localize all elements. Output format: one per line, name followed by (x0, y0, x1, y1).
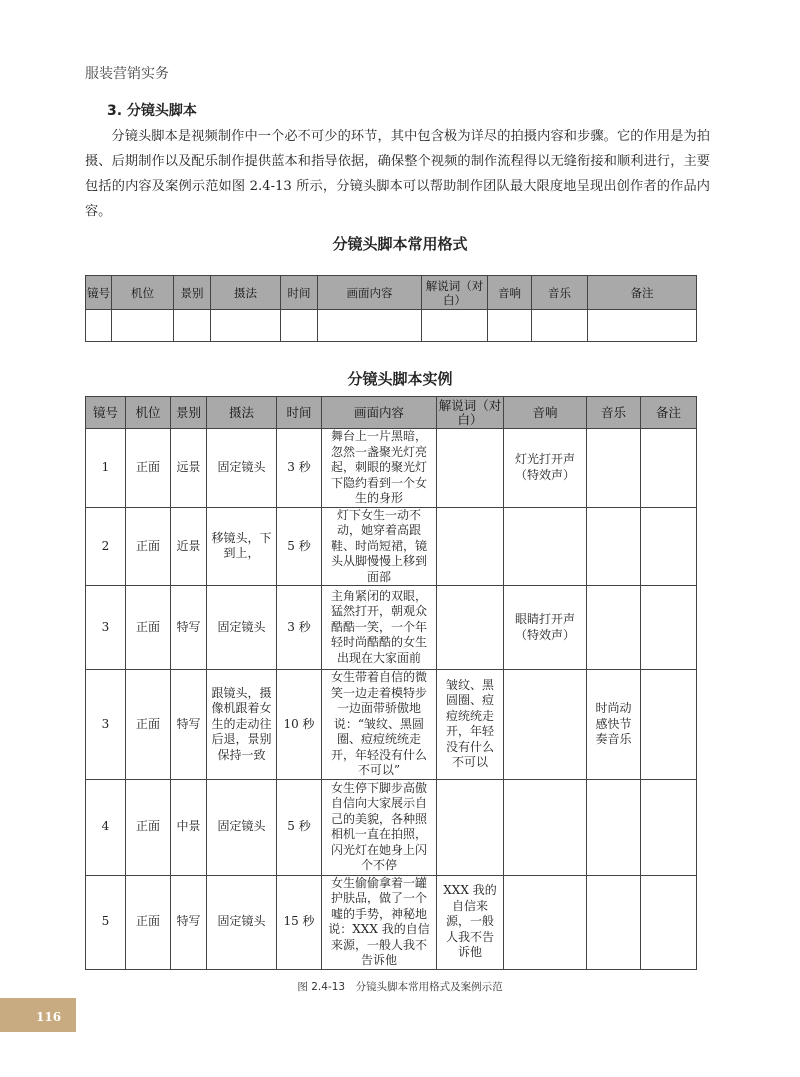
cell-time: 10 秒 (277, 670, 322, 780)
table-row (86, 507, 697, 586)
cell-notes (641, 429, 697, 508)
cell-description: 主角紧闭的双眼，猛然打开，朝观众酷酷一笑，一个年轻时尚酷酷的女生出现在大家面前 (322, 586, 437, 670)
empty-cell (86, 310, 112, 342)
header-cell: 音乐 (587, 397, 641, 429)
cell-sound (504, 875, 587, 969)
table-row (86, 586, 697, 670)
cell-camera: 正面 (126, 670, 171, 780)
table-row (86, 670, 697, 780)
table-row (86, 429, 697, 508)
cell-camera: 正面 (126, 779, 171, 875)
header-cell: 音响 (488, 276, 532, 310)
figure-caption: 图 2.4-13 分镜头脚本常用格式及案例示范 (297, 981, 503, 993)
running-header: 服装营销实务 (85, 66, 169, 82)
empty-cell (211, 310, 281, 342)
cell-camera: 正面 (126, 875, 171, 969)
header-cell: 机位 (112, 276, 174, 310)
cell-music (587, 875, 641, 969)
body-text (85, 124, 710, 224)
cell-description: 女生偷偷拿着一罐护肤品，做了一个嘘的手势，神秘地说：XXX 我的自信来源，一般人我不告诉他 (322, 875, 437, 969)
cell-music (587, 586, 641, 670)
empty-cell (112, 310, 174, 342)
cell-shot: 5 (86, 875, 126, 969)
cell-technique: 移镜头，下到上， (207, 507, 277, 586)
cell-music: 时尚动感快节奏音乐 (587, 670, 641, 780)
header-cell: 解说词（对白） (437, 397, 504, 429)
header-cell: 音乐 (532, 276, 588, 310)
format-empty-row (86, 310, 697, 342)
cell-description: 灯下女生一动不动，她穿着高跟鞋、时尚短裙，镜头从脚慢慢上移到面部 (322, 507, 437, 586)
cell-narration (437, 586, 504, 670)
header-cell: 备注 (641, 397, 697, 429)
example-table-title: 分镜头脚本实例 (347, 370, 453, 388)
cell-narration (437, 507, 504, 586)
cell-notes (641, 779, 697, 875)
cell-technique: 固定镜头 (207, 779, 277, 875)
empty-cell (318, 310, 422, 342)
cell-narration (437, 779, 504, 875)
cell-shot: 3 (86, 670, 126, 780)
cell-sound: 灯光打开声（特效声） (504, 429, 587, 508)
header-cell: 摄法 (207, 397, 277, 429)
section-title: 3. 分镜头脚本 (107, 103, 197, 119)
cell-scale: 特写 (171, 586, 207, 670)
cell-shot: 2 (86, 507, 126, 586)
format-header-row (86, 276, 697, 310)
cell-scale: 中景 (171, 779, 207, 875)
body-paragraph: 分镜头脚本是视频制作中一个必不可少的环节，其中包含极为详尽的拍摄内容和步骤。它的作用是为拍摄、后期制作以及配乐制作提供蓝本和指导依据，确保整个视频的制作流程得以无缝衔接和顺利进行，主要包括的内容及案例示范如图 2.4-13 所示，分镜头脚本可以帮助制作团队最大限度地呈现出创作者的作品内容。 (85, 129, 710, 219)
cell-sound (504, 670, 587, 780)
cell-time: 5 秒 (277, 507, 322, 586)
page-number: 116 (36, 1010, 62, 1024)
empty-cell (174, 310, 211, 342)
cell-shot: 3 (86, 586, 126, 670)
cell-music (587, 507, 641, 586)
table-row (86, 779, 697, 875)
header-cell: 景别 (174, 276, 211, 310)
header-cell: 机位 (126, 397, 171, 429)
cell-music (587, 429, 641, 508)
empty-cell (488, 310, 532, 342)
cell-music (587, 779, 641, 875)
empty-cell (588, 310, 697, 342)
cell-technique: 固定镜头 (207, 875, 277, 969)
cell-notes (641, 670, 697, 780)
cell-sound (504, 507, 587, 586)
format-table (85, 275, 697, 342)
cell-camera: 正面 (126, 507, 171, 586)
header-cell: 解说词（对白） (422, 276, 488, 310)
cell-time: 3 秒 (277, 429, 322, 508)
header-cell: 时间 (277, 397, 322, 429)
cell-sound: 眼睛打开声（特效声） (504, 586, 587, 670)
cell-scale: 特写 (171, 875, 207, 969)
cell-shot: 1 (86, 429, 126, 508)
cell-technique: 固定镜头 (207, 429, 277, 508)
empty-cell (281, 310, 318, 342)
example-header-row (86, 397, 697, 429)
cell-camera: 正面 (126, 586, 171, 670)
empty-cell (532, 310, 588, 342)
cell-narration (437, 429, 504, 508)
cell-scale: 远景 (171, 429, 207, 508)
example-table (85, 396, 697, 970)
cell-notes (641, 875, 697, 969)
cell-description: 女生带着自信的微笑一边走着模特步一边面带骄傲地说：“皱纹、黑圆圈、痘痘统统走开，年轻没有什么不可以” (322, 670, 437, 780)
cell-narration: XXX 我的自信来源，一般人我不告诉他 (437, 875, 504, 969)
format-table-title: 分镜头脚本常用格式 (332, 235, 468, 253)
header-cell: 备注 (588, 276, 697, 310)
cell-sound (504, 779, 587, 875)
cell-time: 15 秒 (277, 875, 322, 969)
empty-cell (422, 310, 488, 342)
cell-description: 舞台上一片黑暗，忽然一盏聚光灯亮起，刺眼的聚光灯下隐约看到一个女生的身形 (322, 429, 437, 508)
cell-notes (641, 586, 697, 670)
header-cell: 景别 (171, 397, 207, 429)
header-cell: 摄法 (211, 276, 281, 310)
header-cell: 画面内容 (318, 276, 422, 310)
cell-technique: 固定镜头 (207, 586, 277, 670)
header-cell: 镜号 (86, 397, 126, 429)
header-cell: 画面内容 (322, 397, 437, 429)
header-cell: 音响 (504, 397, 587, 429)
cell-time: 3 秒 (277, 586, 322, 670)
cell-time: 5 秒 (277, 779, 322, 875)
cell-scale: 近景 (171, 507, 207, 586)
cell-technique: 跟镜头，摄像机跟着女生的走动往后退，景别保持一致 (207, 670, 277, 780)
header-cell: 镜号 (86, 276, 112, 310)
cell-shot: 4 (86, 779, 126, 875)
cell-camera: 正面 (126, 429, 171, 508)
cell-scale: 特写 (171, 670, 207, 780)
cell-narration: 皱纹、黑圆圈、痘痘统统走开，年轻没有什么不可以 (437, 670, 504, 780)
header-cell: 时间 (281, 276, 318, 310)
cell-description: 女生停下脚步高傲自信向大家展示自己的美貌，各种照相机一直在拍照，闪光灯在她身上闪个不停 (322, 779, 437, 875)
table-row (86, 875, 697, 969)
cell-notes (641, 507, 697, 586)
